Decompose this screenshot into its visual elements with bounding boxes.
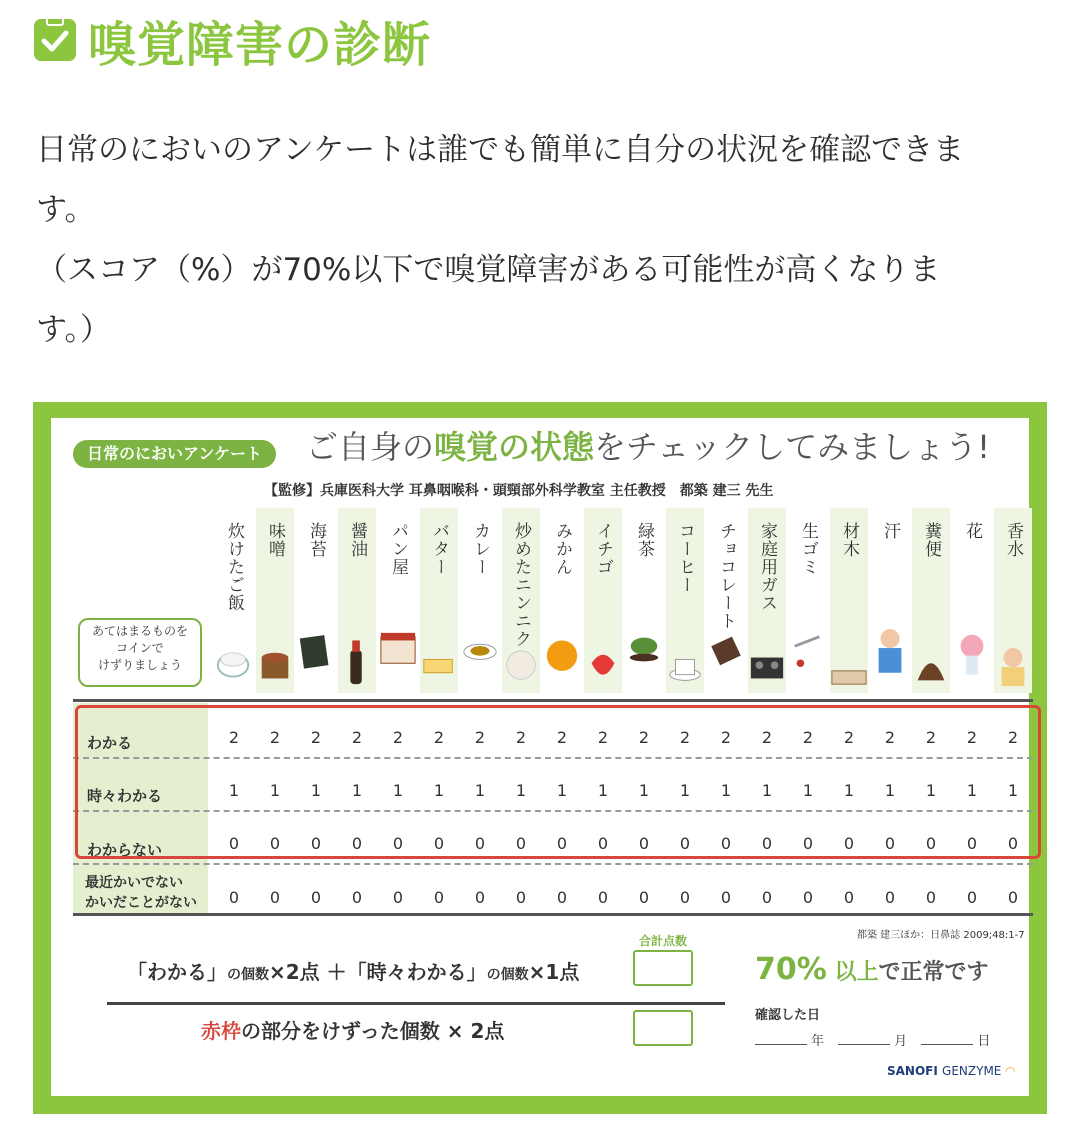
score-cell[interactable]: 1	[761, 781, 773, 800]
row-label-wakaranai: わからない	[87, 841, 163, 859]
score-cell[interactable]: 0	[802, 888, 814, 907]
item-label: 味噌	[265, 522, 285, 558]
score-cell[interactable]: 2	[269, 728, 281, 747]
score-cell[interactable]: 0	[1007, 888, 1019, 907]
score-cell[interactable]: 1	[925, 781, 937, 800]
score-cell[interactable]: 0	[720, 834, 732, 853]
intro-line-1: 日常のにおいのアンケートは誰でも簡単に自分の状況を確認できま	[36, 132, 965, 168]
score-cell[interactable]: 1	[638, 781, 650, 800]
item-illustration-icon	[256, 606, 294, 692]
year-label: 年	[811, 1034, 825, 1049]
score-cell[interactable]: 1	[884, 781, 896, 800]
score-cell[interactable]: 1	[679, 781, 691, 800]
card-title-post: をチェックしてみましょう!	[594, 428, 990, 466]
score-cell[interactable]: 2	[966, 728, 978, 747]
score-cell[interactable]: 0	[310, 888, 322, 907]
item-label: 香水	[1003, 522, 1023, 558]
bubble-line-1: あてはまるものを	[91, 624, 188, 638]
score-cell[interactable]: 0	[515, 888, 527, 907]
score-cell[interactable]: 0	[392, 834, 404, 853]
score-cell[interactable]: 2	[228, 728, 240, 747]
item-label: 海苔	[306, 522, 326, 558]
score-cell[interactable]: 0	[843, 834, 855, 853]
score-cell[interactable]: 2	[638, 728, 650, 747]
formula2-rest: の部分をけずった個数 × 2点	[241, 1019, 505, 1043]
item-illustration-icon	[625, 606, 663, 692]
score-cell[interactable]: 0	[597, 888, 609, 907]
score-cell[interactable]: 1	[597, 781, 609, 800]
score-cell[interactable]: 2	[474, 728, 486, 747]
score-cell[interactable]: 0	[392, 888, 404, 907]
item-illustration-icon	[461, 606, 499, 692]
item-illustration-icon	[830, 606, 868, 692]
score-cell[interactable]: 2	[597, 728, 609, 747]
item-illustration-icon	[871, 606, 909, 692]
score-cell[interactable]: 0	[679, 834, 691, 853]
intro-line-2: す。	[36, 192, 96, 228]
normal-rest: で正常です	[878, 960, 989, 985]
score-cell[interactable]: 0	[761, 888, 773, 907]
formula1-part-a: 「わかる」	[127, 960, 227, 984]
score-cell[interactable]: 2	[556, 728, 568, 747]
item-illustration-icon	[215, 606, 253, 692]
score-cell[interactable]: 0	[269, 888, 281, 907]
score-cell[interactable]: 1	[351, 781, 363, 800]
formula2-red: 赤枠	[201, 1019, 241, 1043]
total-score-label: 合計点数	[639, 934, 688, 948]
normal-mid: 以上	[834, 960, 879, 985]
score-cell[interactable]: 0	[638, 834, 650, 853]
item-illustration-icon	[297, 606, 335, 692]
item-label: 花	[962, 522, 982, 540]
row-label-tokidoki: 時々わかる	[87, 787, 163, 805]
normal-threshold	[755, 952, 989, 987]
item-label: 汗	[880, 522, 900, 540]
score-cell[interactable]: 0	[1007, 834, 1019, 853]
item-label: 糞便	[921, 522, 941, 558]
score-box-2[interactable]	[633, 1010, 693, 1046]
score-cell[interactable]: 0	[925, 834, 937, 853]
month-blank[interactable]	[838, 1044, 890, 1045]
check-icon	[34, 19, 76, 61]
score-cell[interactable]: 0	[843, 888, 855, 907]
bubble-line-2: コインで	[116, 641, 164, 655]
item-illustration-icon	[420, 606, 458, 692]
instruction-bubble	[78, 618, 202, 687]
smell-check-card	[33, 402, 1047, 1114]
section-heading	[34, 8, 431, 72]
intro-text	[36, 120, 1036, 360]
row-label-wakaru: わかる	[87, 734, 133, 752]
item-illustration-icon	[953, 606, 991, 692]
item-label: カレー	[470, 522, 490, 576]
logo-genzyme: GENZYME	[942, 1064, 1002, 1078]
formula1-part-d: の個数	[486, 967, 529, 983]
logo-swirl-icon: ◠	[1005, 1064, 1015, 1078]
day-blank[interactable]	[921, 1044, 973, 1045]
item-label: 醤油	[347, 522, 367, 558]
score-cell[interactable]: 1	[720, 781, 732, 800]
score-cell[interactable]: 1	[556, 781, 568, 800]
score-cell[interactable]: 0	[720, 888, 732, 907]
item-illustration-icon	[338, 606, 376, 692]
score-cell[interactable]: 0	[228, 834, 240, 853]
row-label-not-smelled	[85, 873, 197, 913]
item-illustration-icon	[543, 606, 581, 692]
score-cell[interactable]: 0	[761, 834, 773, 853]
row-label-not-smelled-1: 最近かいでない	[85, 875, 183, 891]
score-cell[interactable]: 0	[228, 888, 240, 907]
score-cell[interactable]: 2	[843, 728, 855, 747]
date-fields	[755, 1030, 990, 1049]
score-cell[interactable]: 0	[351, 888, 363, 907]
formula1-part-c: ×2点 ＋「時々わかる」	[269, 960, 487, 984]
item-label: イチゴ	[593, 522, 613, 576]
month-label: 月	[894, 1034, 908, 1049]
formula-line-1	[127, 956, 579, 985]
formula1-part-b: の個数	[227, 967, 269, 983]
citation: 都築 建三ほか：日鼻誌 2009;48:1-7	[857, 930, 1025, 941]
score-cell[interactable]: 1	[802, 781, 814, 800]
score-cell[interactable]: 0	[351, 834, 363, 853]
item-illustration-icon	[748, 606, 786, 692]
score-cell[interactable]: 2	[679, 728, 691, 747]
score-cell[interactable]: 2	[761, 728, 773, 747]
item-illustration-icon	[789, 606, 827, 692]
formula-line-2	[201, 1015, 504, 1044]
item-illustration-icon	[666, 606, 704, 692]
score-cell[interactable]: 1	[228, 781, 240, 800]
table-top-rule	[73, 699, 1033, 702]
item-label: チョコレート	[716, 522, 736, 630]
item-label: みかん	[552, 522, 572, 576]
score-cell[interactable]: 0	[638, 888, 650, 907]
confirm-date-label: 確認した日	[755, 1008, 821, 1023]
intro-line-3: （スコア（%）が70%以下で嗅覚障害がある可能性が高くなりま	[36, 252, 941, 288]
item-illustration-icon	[379, 606, 417, 692]
normal-pct: 70%	[755, 952, 827, 987]
score-cell[interactable]: 2	[925, 728, 937, 747]
score-cell[interactable]: 0	[925, 888, 937, 907]
score-cell[interactable]: 1	[474, 781, 486, 800]
survey-pill: 日常のにおいアンケート	[73, 440, 276, 468]
score-cell[interactable]: 0	[597, 834, 609, 853]
score-cell[interactable]: 1	[515, 781, 527, 800]
item-illustration-icon	[584, 606, 622, 692]
score-cell[interactable]: 2	[802, 728, 814, 747]
score-cell[interactable]: 0	[884, 888, 896, 907]
score-cell[interactable]: 2	[392, 728, 404, 747]
score-cell[interactable]: 2	[1007, 728, 1019, 747]
score-cell[interactable]: 0	[515, 834, 527, 853]
score-cell[interactable]: 0	[474, 888, 486, 907]
item-label: バター	[429, 522, 449, 576]
score-cell[interactable]: 2	[884, 728, 896, 747]
score-cell[interactable]: 1	[843, 781, 855, 800]
score-cell[interactable]: 1	[310, 781, 322, 800]
score-cell[interactable]: 0	[966, 834, 978, 853]
item-label: 炊けたご飯	[224, 522, 244, 612]
item-label: コーヒー	[675, 522, 695, 594]
heading-title: 嗅覚障害の診断	[88, 16, 432, 73]
item-label: 炒めたニンニク	[511, 522, 531, 648]
score-cell[interactable]: 0	[802, 834, 814, 853]
score-cell[interactable]: 1	[392, 781, 404, 800]
score-cell[interactable]: 0	[884, 834, 896, 853]
supervisor-credit: 【監修】兵庫医科大学 耳鼻咽喉科・頭頸部外科学教室 主任教授 都築 建三 先生	[264, 483, 774, 499]
item-illustration-icon	[912, 606, 950, 692]
score-cell[interactable]: 0	[310, 834, 322, 853]
bubble-line-3: けずりましょう	[97, 658, 182, 672]
item-illustration-icon	[707, 606, 745, 692]
card-inner	[51, 418, 1029, 1096]
score-box-1[interactable]	[633, 950, 693, 986]
formula1-part-e: ×1点	[528, 960, 580, 984]
score-cell[interactable]: 2	[351, 728, 363, 747]
score-cell[interactable]: 2	[515, 728, 527, 747]
item-label: 生ゴミ	[798, 522, 818, 576]
score-cell[interactable]: 0	[556, 834, 568, 853]
score-cell[interactable]: 2	[720, 728, 732, 747]
card-title	[306, 422, 990, 468]
score-cell[interactable]: 1	[269, 781, 281, 800]
card-title-pre: ご自身の	[306, 428, 435, 466]
table-bottom-rule	[73, 913, 1033, 916]
item-label: 家庭用ガス	[757, 522, 777, 612]
row-divider	[73, 863, 1033, 865]
intro-line-4: す。）	[36, 312, 112, 348]
row-label-not-smelled-2: かいだことがない	[85, 895, 197, 911]
formula-divider	[107, 1002, 725, 1005]
score-cell[interactable]: 0	[433, 834, 445, 853]
score-cell[interactable]: 2	[310, 728, 322, 747]
score-cell[interactable]: 0	[269, 834, 281, 853]
year-blank[interactable]	[755, 1044, 807, 1045]
score-cell[interactable]: 2	[433, 728, 445, 747]
red-frame	[75, 705, 1041, 859]
score-cell[interactable]: 0	[433, 888, 445, 907]
score-cell[interactable]: 1	[966, 781, 978, 800]
score-cell[interactable]: 0	[556, 888, 568, 907]
day-label: 日	[977, 1034, 991, 1049]
score-cell[interactable]: 0	[966, 888, 978, 907]
score-cell[interactable]: 0	[679, 888, 691, 907]
item-label: パン屋	[388, 522, 408, 576]
sanofi-logo	[887, 1064, 1015, 1078]
card-title-highlight: 嗅覚の状態	[434, 428, 595, 466]
item-illustration-icon	[994, 606, 1032, 692]
score-cell[interactable]: 1	[433, 781, 445, 800]
item-label: 緑茶	[634, 522, 654, 558]
item-illustration-icon	[502, 606, 540, 692]
score-cell[interactable]: 0	[474, 834, 486, 853]
logo-sanofi: SANOFI	[887, 1064, 938, 1078]
score-cell[interactable]: 1	[1007, 781, 1019, 800]
item-label: 材木	[839, 522, 859, 558]
